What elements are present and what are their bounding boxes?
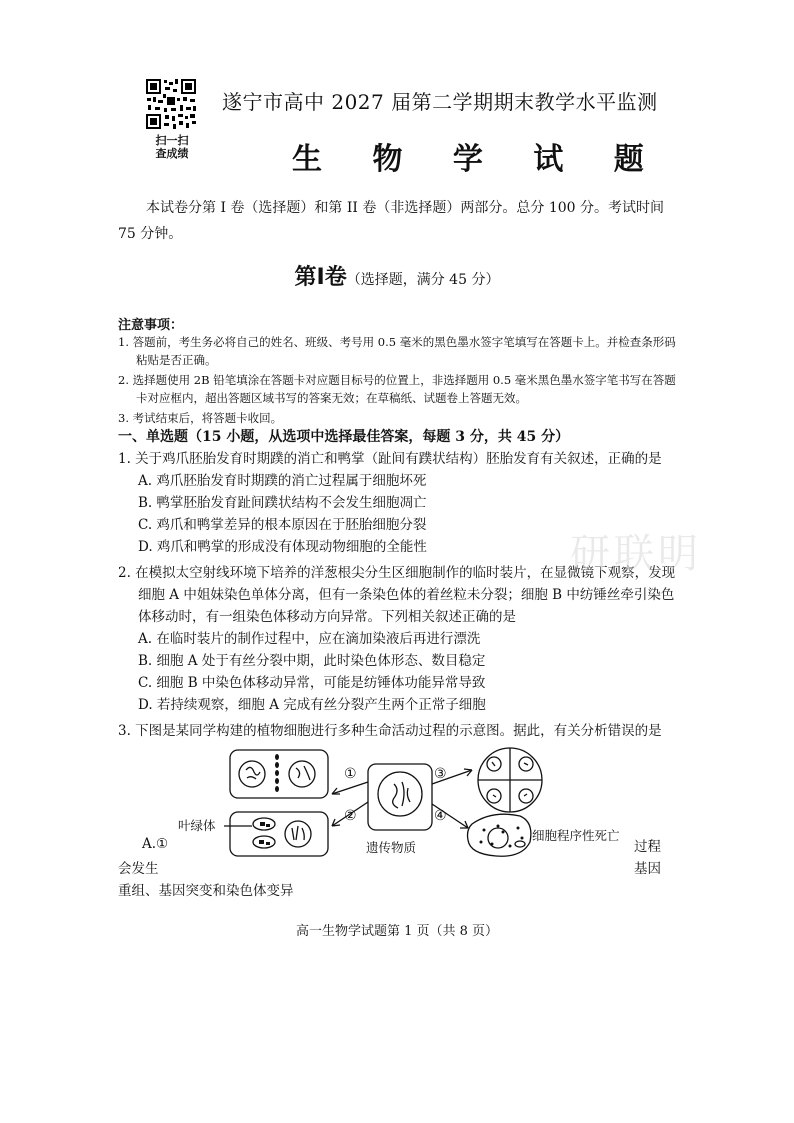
option-d: D. 若持续观察，细胞 A 完成有丝分裂产生两个正常子细胞 <box>138 697 486 713</box>
q3-option-a-right <box>634 836 661 880</box>
q3-option-a-left-line2: 重组、基因突变和染色体变异 <box>118 883 294 899</box>
section-title-main: 第Ⅰ卷 <box>294 265 347 290</box>
genetic-material-label: 遗传物质 <box>366 840 417 855</box>
option-b: B. 细胞 A 处于有丝分裂中期，此时染色体形态、数目稳定 <box>138 653 486 669</box>
notice-item: 3. 考试结束后，将答题卡收回。 <box>118 411 283 425</box>
notice-heading: 注意事项： <box>118 318 184 333</box>
step-1-label: ① <box>344 766 357 782</box>
cell-process-diagram <box>178 744 662 870</box>
option-a: A. 在临时装片的制作过程中，应在滴加染液后再进行漂洗 <box>138 631 481 647</box>
apoptotic-cell <box>468 814 531 856</box>
watermark: 研联明 <box>570 531 702 577</box>
q3-option-a-right-line2: 基因 <box>634 861 661 877</box>
question-stem: 3. 下图是某同学构建的植物细胞进行多种生命活动过程的示意图。据此，有关分析错误的是 <box>118 723 662 739</box>
question-2 <box>118 562 678 716</box>
q3-option-a-start: A.① <box>142 836 169 852</box>
notice-item: 1. 答题前，考生务必将自己的姓名、班级、考号用 0.5 毫米的黑色墨水签字笔填写在答题卡上。并检查条形码粘贴是否正确。 <box>118 335 676 367</box>
chloroplast-label: 叶绿体 <box>178 818 216 833</box>
q3-option-a-right-line1: 过程 <box>634 839 661 855</box>
part-heading: 一、单选题（15 小题，从选项中选择最佳答案，每题 3 分，共 45 分） <box>118 429 570 445</box>
exam-header: 遂宁市高中 2027 届第二学期期末教学水平监测 <box>222 90 658 114</box>
qr-caption <box>143 134 201 160</box>
page-footer: 高一生物学试题第 1 页（共 8 页） <box>295 924 499 939</box>
option-c: C. 细胞 B 中染色体移动异常，可能是纺锤体功能异常导致 <box>138 675 486 691</box>
notice-item: 2. 选择题使用 2B 铅笔填涂在答题卡对应题目标号的位置上，非选择题用 0.5 毫米黑色墨水签字笔书写在答题卡对应框内，超出答题区域书写的答案无效；在草稿纸、试题卷上答题无效。 <box>118 373 676 405</box>
option-a: A. 鸡爪胚胎发育时期蹼的消亡过程属于细胞坏死 <box>138 473 427 489</box>
exam-intro: 本试卷分第 I 卷（选择题）和第 II 卷（非选择题）两部分。总分 100 分。考试时间 75 分钟。 <box>118 200 665 242</box>
center-nucleus <box>378 772 422 816</box>
question-3 <box>118 720 678 742</box>
dividing-cell-box <box>230 750 328 798</box>
step-3-label: ③ <box>434 766 447 782</box>
notice-list <box>118 333 678 429</box>
page-title: 生 物 学 试 题 <box>292 142 664 177</box>
section-title-sub: （选择题，满分 45 分） <box>346 272 500 288</box>
q3-option-a-left-line1: 会发生 <box>118 861 159 877</box>
nucleus-right <box>289 761 315 787</box>
question-stem: 1. 关于鸡爪胚胎发育时期蹼的消亡和鸭掌（趾间有蹼状结构）胚胎发育有关叙述，正确的是 <box>118 451 662 467</box>
qr-caption-line2: 查成绩 <box>155 147 189 160</box>
option-d: D. 鸡爪和鸭掌的形成没有体现动物细胞的全能性 <box>138 539 427 555</box>
q3-option-a-left <box>118 858 294 902</box>
nucleus-left <box>239 761 265 787</box>
option-b: B. 鸭掌胚胎发育趾间蹼状结构不会发生细胞凋亡 <box>138 495 427 511</box>
chloroplast-cell-box <box>230 812 328 856</box>
step-2-label: ② <box>344 808 357 824</box>
step-4-label: ④ <box>434 808 447 824</box>
option-c: C. 鸡爪和鸭掌差异的根本原因在于胚胎细胞分裂 <box>138 517 427 533</box>
qr-code-icon <box>145 78 197 130</box>
qr-caption-line1: 扫一扫 <box>155 134 189 147</box>
question-stem: 2. 在模拟太空射线环境下培养的洋葱根尖分生区细胞制作的临时装片，在显微镜下观察，发现细胞 A 中姐妹染色单体分离，但有一条染色体的着丝粒未分裂；细胞 B 中纺锤丝牵引染色体移动时，有一组染色体移动方向异常。下列相关叙述正确的是 <box>118 565 676 625</box>
nucleus-bottom <box>285 821 311 847</box>
section-title <box>0 260 794 291</box>
programmed-death-label: 细胞程序性死亡 <box>532 828 620 843</box>
